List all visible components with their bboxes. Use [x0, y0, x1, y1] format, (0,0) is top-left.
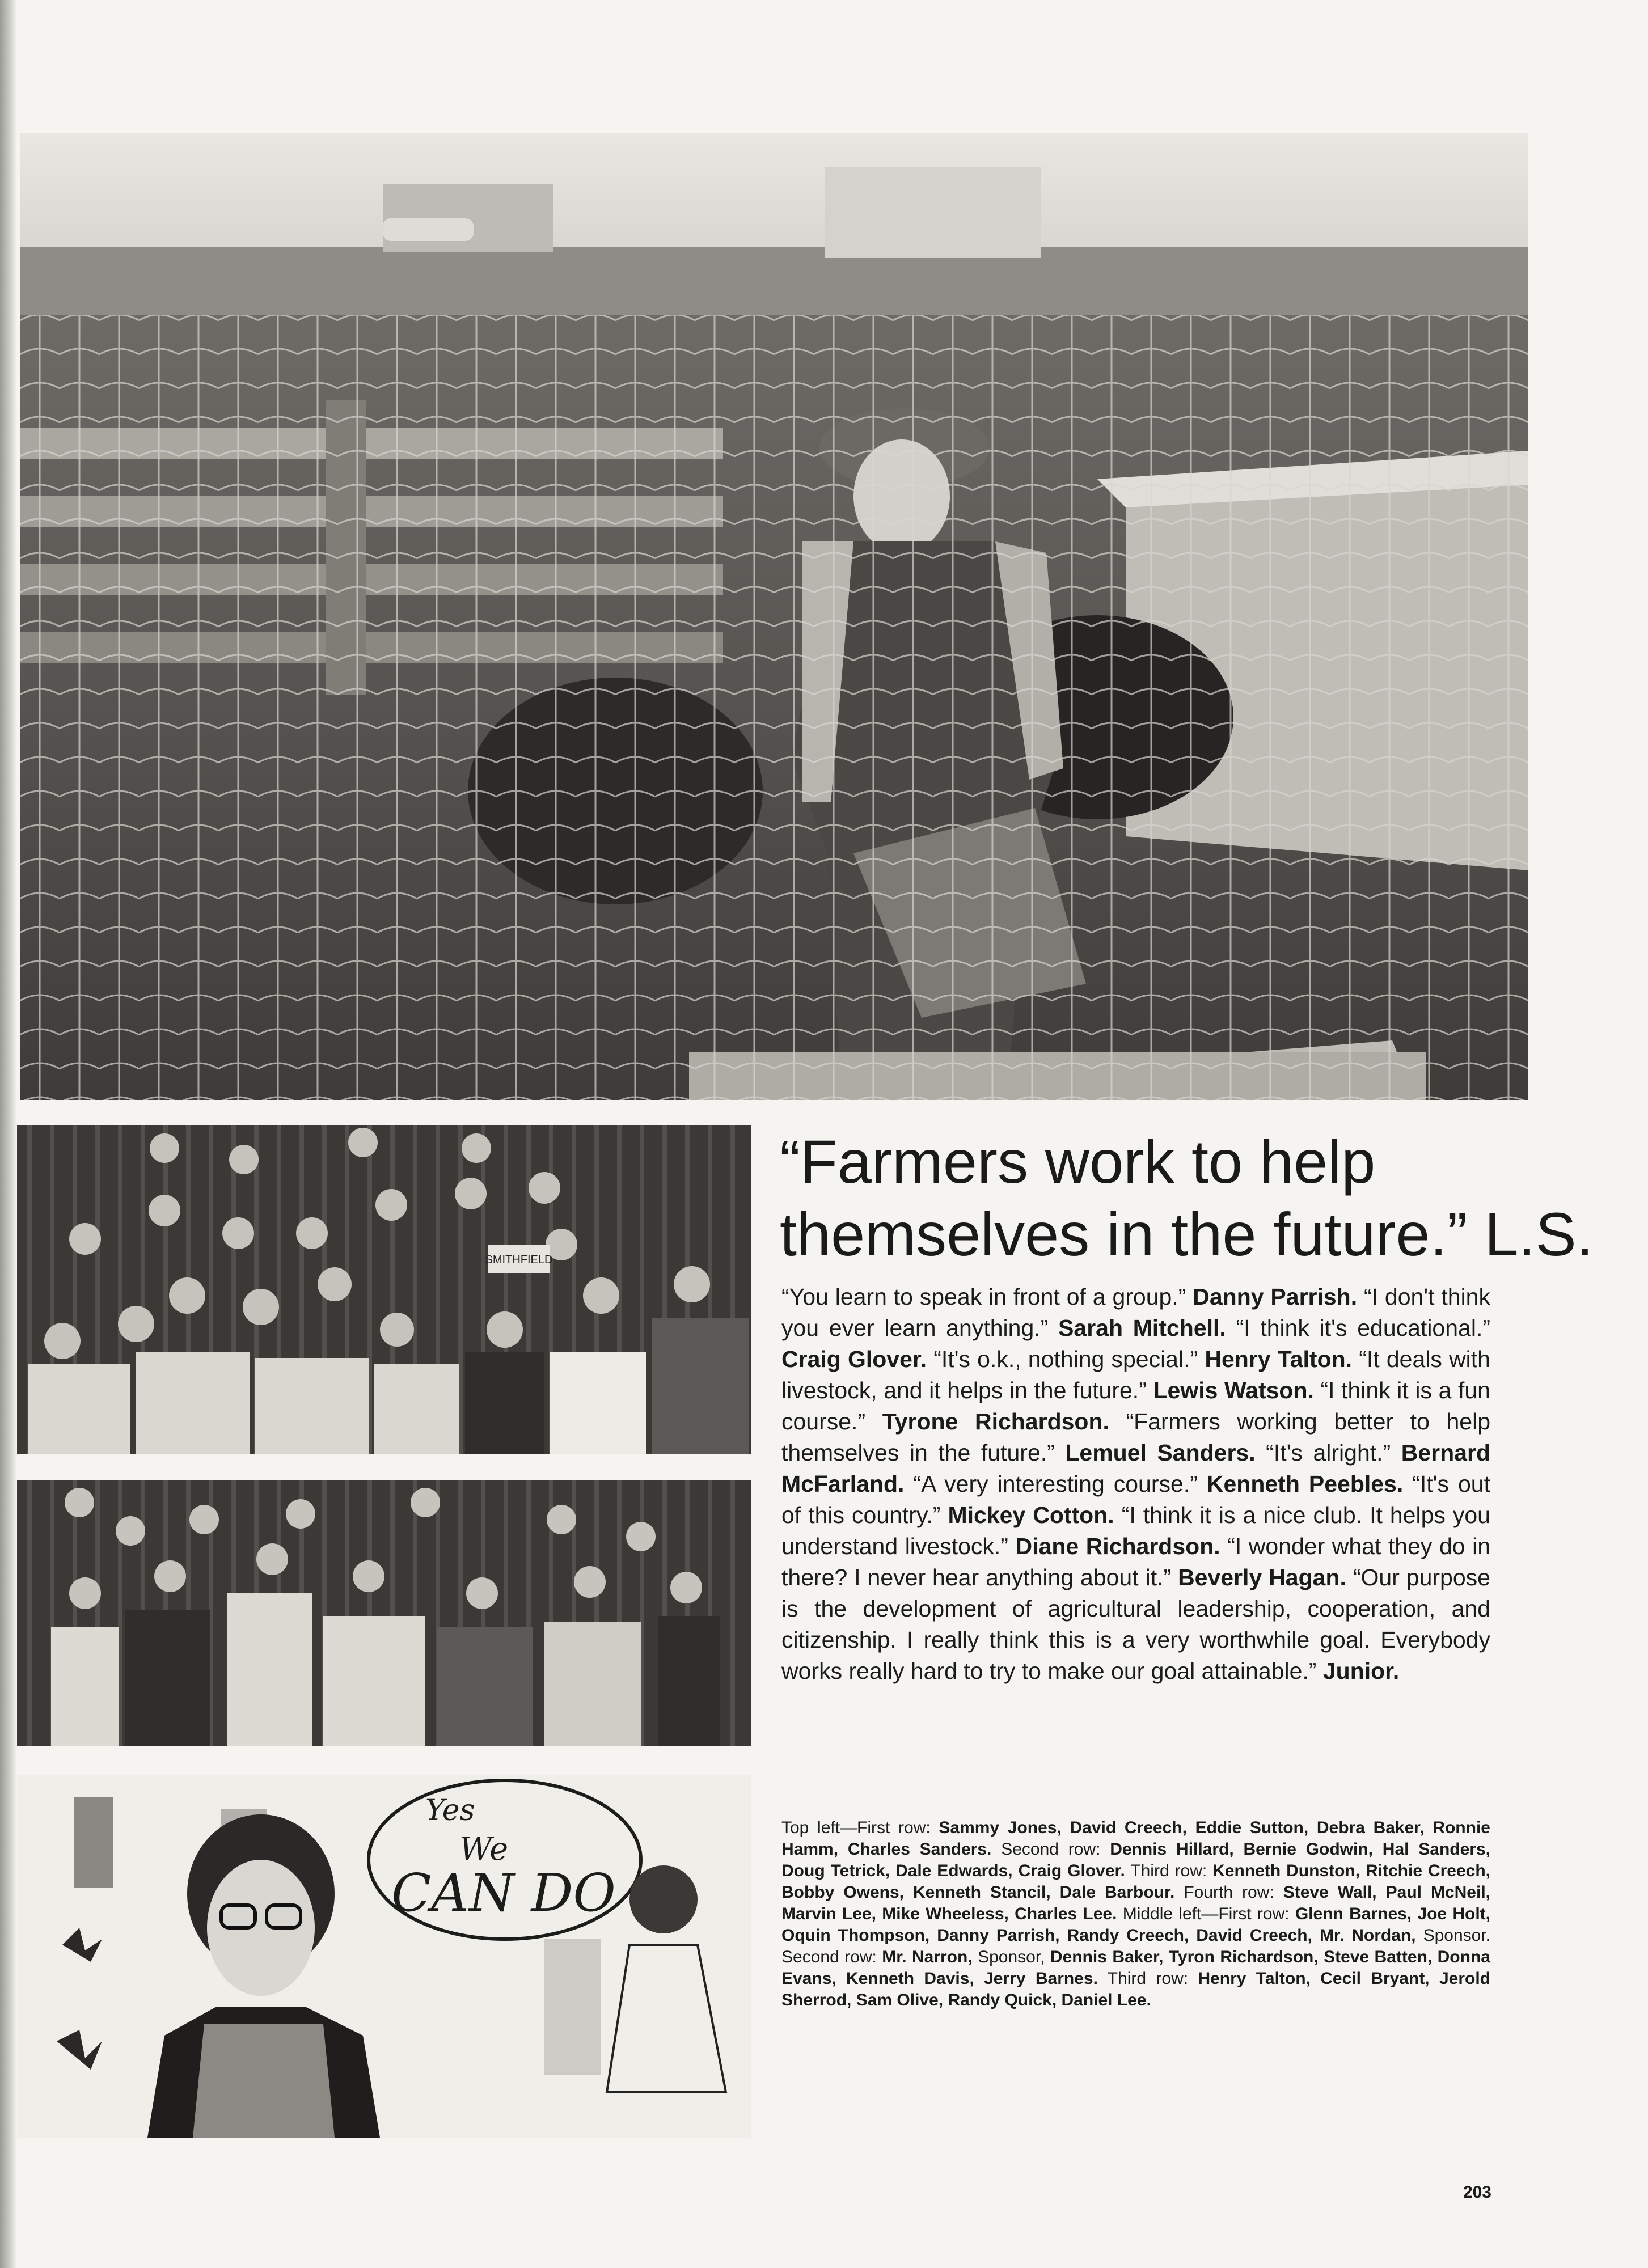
quote-speaker: Tyrone Richardson. [882, 1408, 1109, 1435]
quote-text: “I don't think you ever learn anything.” [781, 1284, 1490, 1341]
group-photo-top-left [17, 1125, 751, 1454]
page-headline: “Farmers work to help themselves in the future.” L.S. [780, 1127, 1594, 1268]
quote-text: “It's out of this country.” [781, 1471, 1490, 1528]
page-gutter-shadow [0, 0, 17, 2268]
quote-text: “I think it is a nice club. It helps you understand livestock.” [781, 1502, 1490, 1559]
caption-row-label: Top left—First row: [781, 1818, 931, 1837]
photo-caption [781, 1817, 1490, 2011]
group-photo-1-image [17, 1125, 751, 1454]
quote-speaker: Kenneth Peebles. [1206, 1471, 1404, 1497]
quote-text: “A very interesting course.” [913, 1471, 1198, 1497]
caption-row-role: Sponsor, [978, 1948, 1045, 1966]
quote-text: “Farmers working better to help themselves in the future.” [781, 1408, 1490, 1466]
sponsor-photo-image [17, 1775, 751, 2138]
caption-row-role: Sponsor. [1423, 1926, 1490, 1945]
caption-row-names: Dennis Baker, Tyron Richardson, Steve Batten, Donna Evans, Kenneth Davis, Jerry Barnes. [781, 1948, 1490, 1988]
caption-row-names: Glenn Barnes, Joe Holt, Oquin Thompson, Danny Parrish, Randy Creech, David Creech, Mr. Nordan, [781, 1905, 1490, 1945]
quote-text: “I think it's educational.” [1236, 1315, 1490, 1341]
group-photo-2-image [17, 1480, 751, 1746]
caption-row-names: Steve Wall, Paul McNeil, Marvin Lee, Mike Wheeless, Charles Lee. [781, 1883, 1490, 1923]
caption-row-names: Sammy Jones, David Creech, Eddie Sutton, Debra Baker, Ronnie Hamm, Charles Sanders. [781, 1818, 1490, 1859]
quote-speaker: Lemuel Sanders. [1065, 1440, 1256, 1466]
quote-speaker: Mickey Cotton. [948, 1502, 1114, 1528]
caption-row-label: Middle left—First row: [1122, 1905, 1290, 1923]
quote-speaker: Junior. [1322, 1658, 1400, 1684]
caption-row-names: Kenneth Dunston, Ritchie Creech, Bobby Owens, Kenneth Stancil, Dale Barbour. [781, 1861, 1491, 1902]
quote-text: “Our purpose is the development of agricultural leadership, cooperation, and citizenship. I really think this is a very worthwhile goal. Everybody works really hard to try to make our goal attainable.” [781, 1564, 1490, 1684]
quote-text: “It's alright.” [1266, 1440, 1391, 1466]
quote-text: “It's o.k., nothing special.” [933, 1346, 1198, 1372]
student-quotes [781, 1281, 1490, 1687]
quote-text: “It deals with livestock, and it helps in the future.” [781, 1346, 1490, 1403]
quote-speaker: Sarah Mitchell. [1058, 1315, 1226, 1341]
sign-text-line3: CAN DO [391, 1863, 616, 1923]
caption-row-label: Fourth row: [1184, 1883, 1274, 1902]
group-photo-middle-left [17, 1480, 751, 1746]
caption-row-names: Dennis Hillard, Bernie Godwin, Hal Sanders, Doug Tetrick, Dale Edwards, Craig Glover. [781, 1840, 1490, 1880]
sign-text-line2: We [459, 1831, 509, 1868]
quote-speaker: Craig Glover. [781, 1346, 927, 1372]
quote-text: “You learn to speak in front of a group.” [781, 1284, 1186, 1310]
caption-row-names: Mr. Narron, [882, 1948, 973, 1966]
page-number: 203 [1463, 2183, 1491, 2202]
quote-speaker: Danny Parrish. [1193, 1284, 1358, 1310]
quote-speaker: Bernard McFarland. [781, 1440, 1490, 1497]
quote-speaker: Diane Richardson. [1015, 1533, 1220, 1559]
caption-row-label: Third row: [1130, 1861, 1207, 1880]
main-photo-farmer-with-hogs [20, 133, 1528, 1100]
caption-row-label: Second row: [781, 1948, 877, 1966]
sponsor-photo [17, 1775, 751, 2138]
caption-row-label: Second row: [1001, 1840, 1101, 1859]
main-photo-image [20, 133, 1528, 1100]
caption-row-names: Henry Talton, Cecil Bryant, Jerold Sherrod, Sam Olive, Randy Quick, Daniel Lee. [781, 1969, 1491, 2009]
shirt-text: SMITHFIELD [485, 1254, 553, 1266]
quote-speaker: Beverly Hagan. [1178, 1564, 1346, 1590]
quote-text: “I wonder what they do in there? I never hear anything about it.” [781, 1533, 1490, 1590]
sign-text-line1: Yes [425, 1793, 475, 1827]
caption-row-label: Third row: [1107, 1969, 1189, 1988]
quote-text: “I think it is a fun course.” [781, 1377, 1490, 1435]
quote-speaker: Lewis Watson. [1153, 1377, 1314, 1403]
quote-speaker: Henry Talton. [1205, 1346, 1353, 1372]
